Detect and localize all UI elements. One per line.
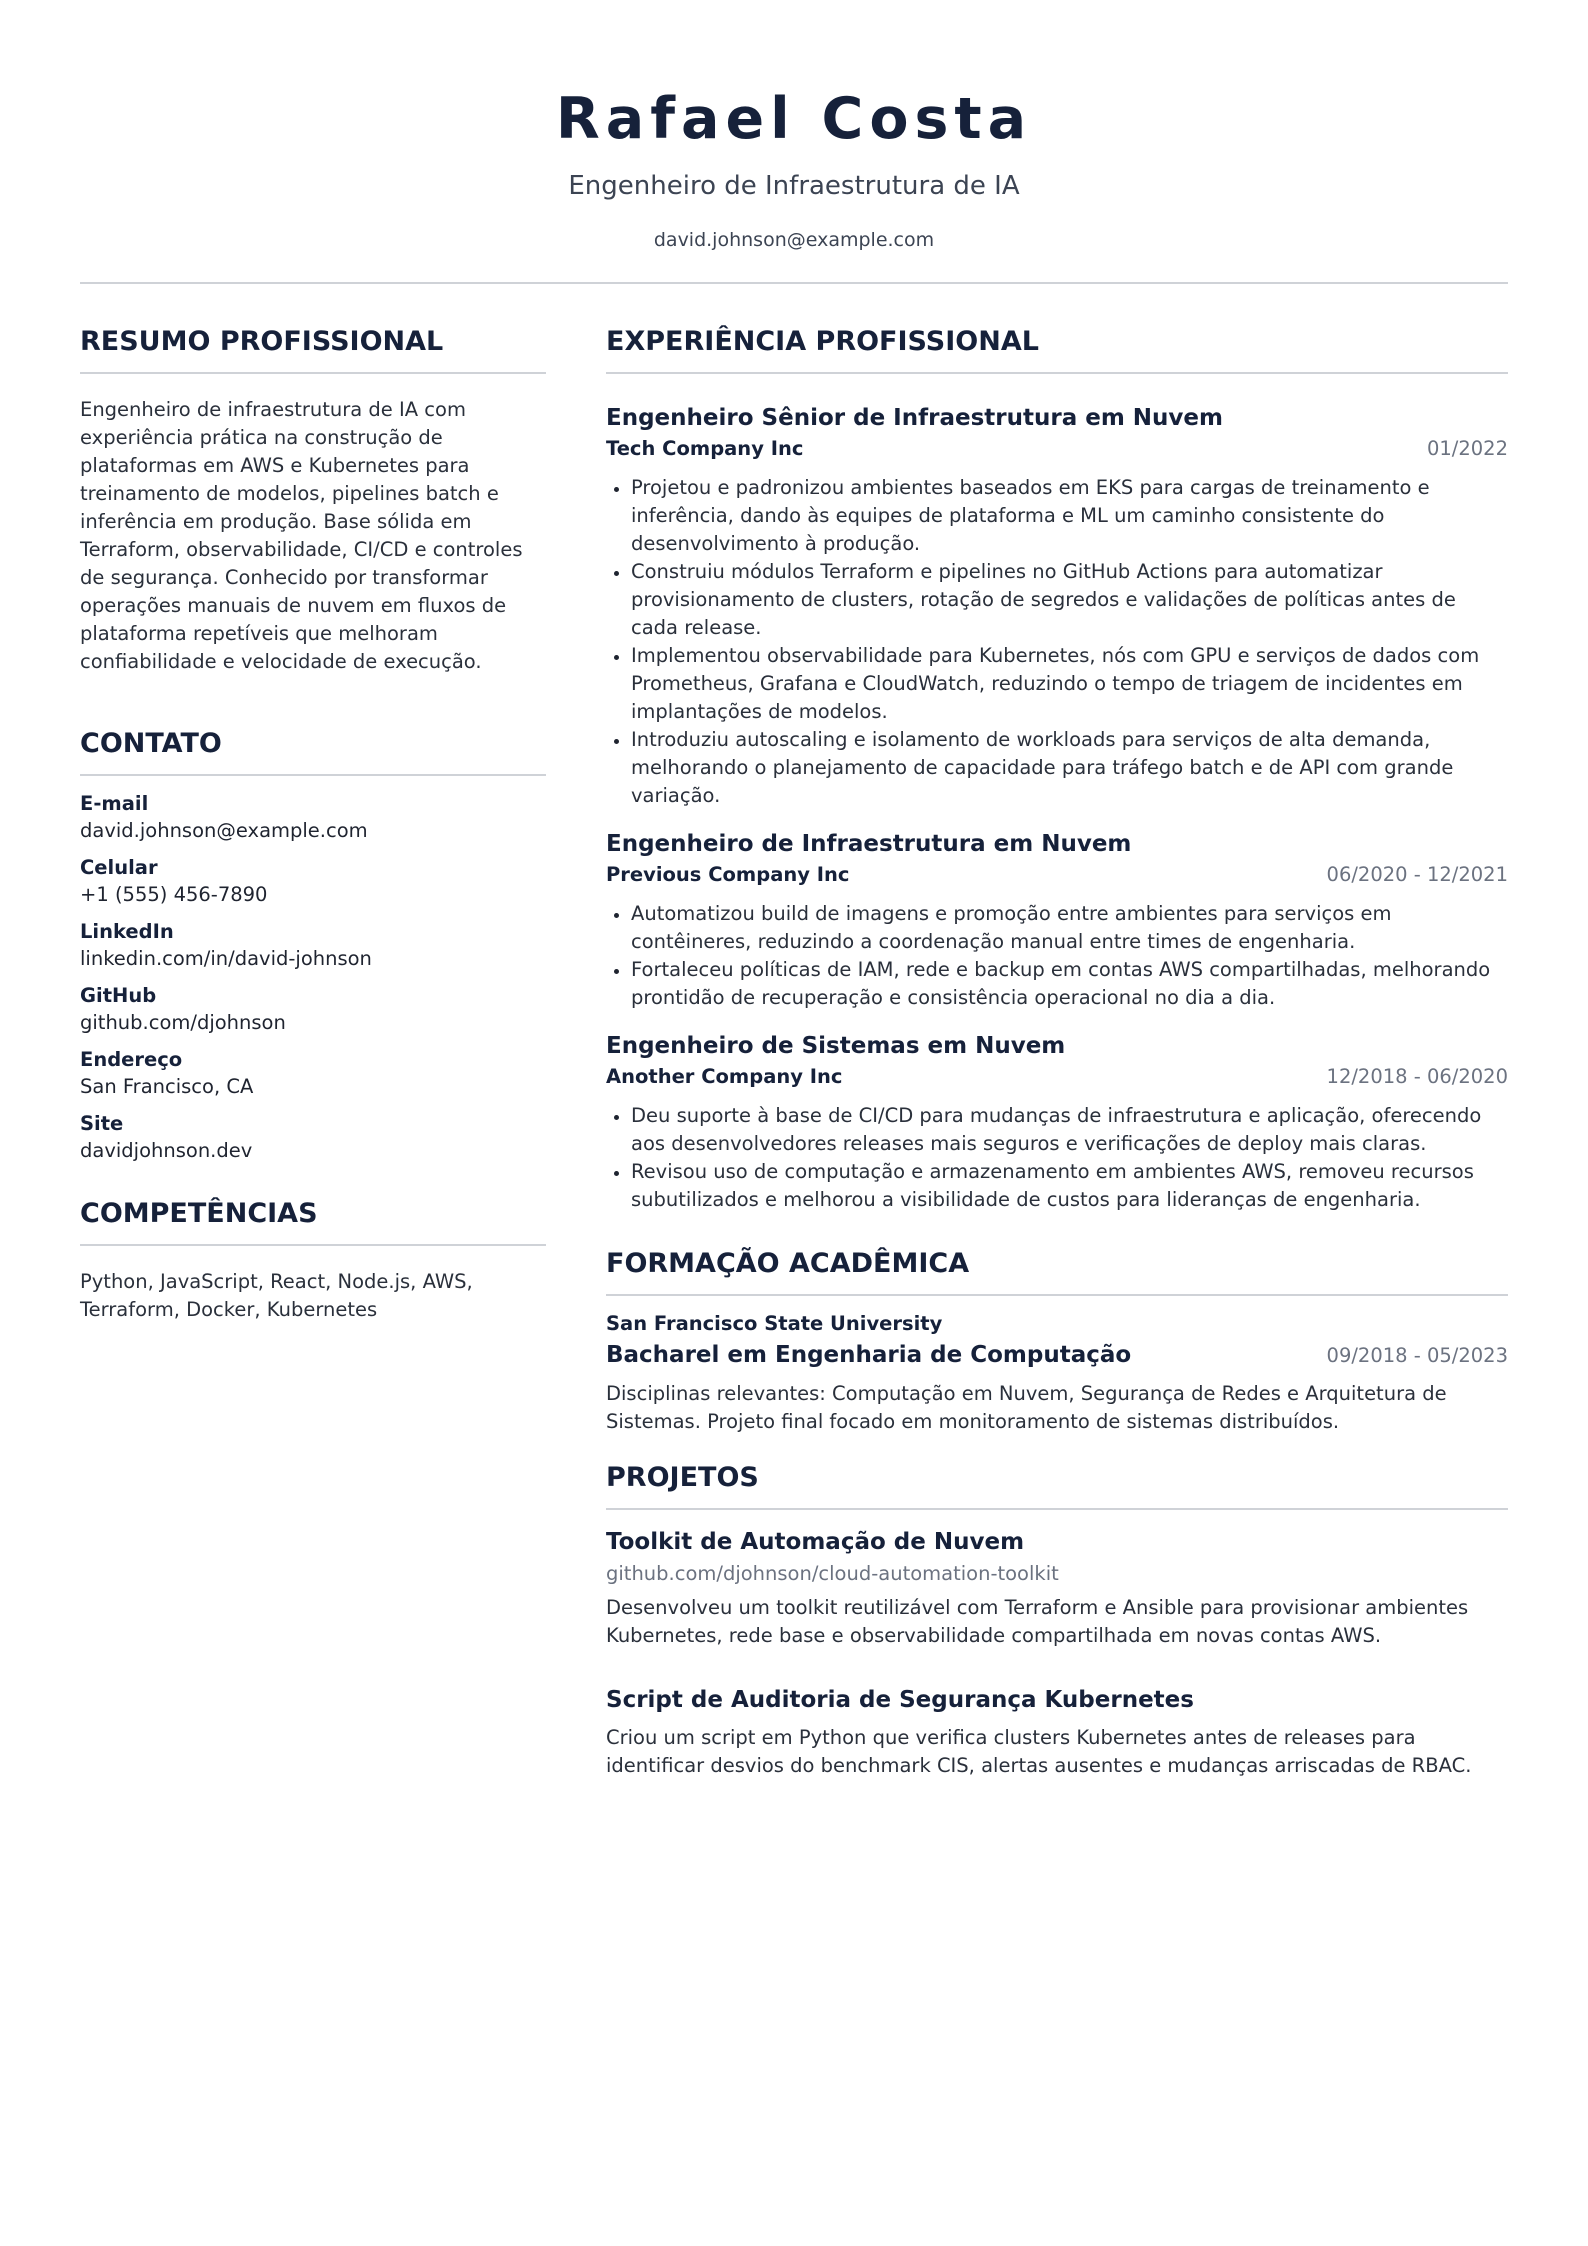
job-dates: 12/2018 - 06/2020 bbox=[1326, 1065, 1508, 1088]
right-column bbox=[606, 322, 1508, 1780]
contact-email-value[interactable]: david.johnson@example.com bbox=[80, 819, 368, 842]
candidate-name: Rafael Costa bbox=[555, 86, 1033, 152]
contact-label: Endereço bbox=[80, 1048, 183, 1071]
projects-heading: PROJETOS bbox=[606, 1458, 1508, 1510]
job-entry bbox=[606, 1030, 1508, 1214]
candidate-title: Engenheiro de Infraestrutura de IA bbox=[568, 171, 1020, 201]
left-column bbox=[80, 322, 546, 1324]
job-company: Another Company Inc bbox=[606, 1065, 843, 1088]
contact-item-address bbox=[80, 1046, 546, 1100]
experience-heading: EXPERIÊNCIA PROFISSIONAL bbox=[606, 322, 1508, 374]
job-bullet: Automatizou build de imagens e promoção entre ambientes para serviços em contêineres, reduzindo a coordenação manual entre times de engenharia. bbox=[606, 900, 1508, 956]
job-bullet: Introduziu autoscaling e isolamento de workloads para serviços de alta demanda, melhorando o planejamento de capacidade para tráfego batch e de API com grande variação. bbox=[606, 726, 1508, 810]
job-entry bbox=[606, 402, 1508, 810]
contact-label: GitHub bbox=[80, 984, 157, 1007]
project-entry bbox=[606, 1684, 1508, 1780]
job-title: Engenheiro de Sistemas em Nuvem bbox=[606, 1033, 1066, 1059]
summary-text: Engenheiro de infraestrutura de IA com experiência prática na construção de plataformas em AWS e Kubernetes para treinamento de modelos, pipelines batch e inferência em produção. Base sólida em Terraform, observabilidade, CI/CD e controles de segurança. Conhecido por transformar operações manuais de nuvem em fluxos de plataforma repetíveis que melhoram confiabilidade e velocidade de execução. bbox=[80, 398, 523, 673]
contact-label: E-mail bbox=[80, 792, 149, 815]
job-company: Tech Company Inc bbox=[606, 437, 804, 460]
education-dates: 09/2018 - 05/2023 bbox=[1326, 1344, 1508, 1367]
job-bullet: Construiu módulos Terraform e pipelines no GitHub Actions para automatizar provisionamento de clusters, rotação de segredos e validações de políticas antes de cada release. bbox=[606, 558, 1508, 642]
project-title: Toolkit de Automação de Nuvem bbox=[606, 1529, 1025, 1555]
contact-phone-value[interactable]: +1 (555) 456-7890 bbox=[80, 883, 268, 906]
skills-section bbox=[80, 1194, 546, 1324]
contact-item-email bbox=[80, 790, 546, 844]
skills-heading: COMPETÊNCIAS bbox=[80, 1194, 546, 1246]
contact-label: LinkedIn bbox=[80, 920, 174, 943]
contact-item-github bbox=[80, 982, 546, 1036]
contact-address-value: San Francisco, CA bbox=[80, 1075, 254, 1098]
experience-section bbox=[606, 322, 1508, 1214]
job-dates: 06/2020 - 12/2021 bbox=[1326, 863, 1508, 886]
contact-label: Site bbox=[80, 1112, 124, 1135]
projects-section bbox=[606, 1458, 1508, 1780]
job-bullets bbox=[606, 900, 1508, 1012]
job-bullet: Projetou e padronizou ambientes baseados em EKS para cargas de treinamento e inferência, dando às equipes de plataforma e ML um caminho consistente do desenvolvimento à produção. bbox=[606, 474, 1508, 558]
project-entry bbox=[606, 1526, 1508, 1650]
project-description: Desenvolveu um toolkit reutilizável com Terraform e Ansible para provisionar ambientes Kubernetes, rede base e observabilidade compartilhada em novas contas AWS. bbox=[606, 1596, 1469, 1647]
contact-github-value[interactable]: github.com/djohnson bbox=[80, 1011, 286, 1034]
project-link[interactable]: github.com/djohnson/cloud-automation-toolkit bbox=[606, 1562, 1059, 1585]
job-bullet: Implementou observabilidade para Kubernetes, nós com GPU e serviços de dados com Prometheus, Grafana e CloudWatch, reduzindo o tempo de triagem de incidentes em implantações de modelos. bbox=[606, 642, 1508, 726]
job-bullets bbox=[606, 474, 1508, 810]
education-degree: Bacharel em Engenharia de Computação bbox=[606, 1342, 1132, 1368]
contact-list bbox=[80, 790, 546, 1164]
job-entry bbox=[606, 828, 1508, 1012]
contact-linkedin-value[interactable]: linkedin.com/in/david-johnson bbox=[80, 947, 372, 970]
education-school: San Francisco State University bbox=[606, 1312, 943, 1335]
job-title: Engenheiro de Infraestrutura em Nuvem bbox=[606, 831, 1132, 857]
project-title: Script de Auditoria de Segurança Kubernetes bbox=[606, 1687, 1194, 1713]
contact-item-site bbox=[80, 1110, 546, 1164]
contact-label: Celular bbox=[80, 856, 158, 879]
job-bullet: Deu suporte à base de CI/CD para mudanças de infraestrutura e aplicação, oferecendo aos desenvolvedores releases mais seguros e verificações de deploy mais claras. bbox=[606, 1102, 1508, 1158]
job-dates: 01/2022 bbox=[1426, 437, 1508, 460]
job-title: Engenheiro Sênior de Infraestrutura em Nuvem bbox=[606, 405, 1223, 431]
job-company: Previous Company Inc bbox=[606, 863, 850, 886]
project-description: Criou um script em Python que verifica clusters Kubernetes antes de releases para identificar desvios do benchmark CIS, alertas ausentes e mudanças arriscadas de RBAC. bbox=[606, 1726, 1472, 1777]
education-heading: FORMAÇÃO ACADÊMICA bbox=[606, 1244, 1508, 1296]
summary-heading: RESUMO PROFISSIONAL bbox=[80, 322, 546, 374]
contact-item-phone bbox=[80, 854, 546, 908]
contact-heading: CONTATO bbox=[80, 724, 546, 776]
education-description: Disciplinas relevantes: Computação em Nuvem, Segurança de Redes e Arquitetura de Sistemas. Projeto final focado em monitoramento de sistemas distribuídos. bbox=[606, 1382, 1447, 1433]
contact-section bbox=[80, 724, 546, 1164]
summary-section bbox=[80, 322, 546, 676]
job-bullet: Fortaleceu políticas de IAM, rede e backup em contas AWS compartilhadas, melhorando prontidão de recuperação e consistência operacional no dia a dia. bbox=[606, 956, 1508, 1012]
header-divider bbox=[80, 282, 1508, 284]
contact-item-linkedin bbox=[80, 918, 546, 972]
header-email[interactable]: david.johnson@example.com bbox=[653, 229, 935, 251]
job-bullets bbox=[606, 1102, 1508, 1214]
job-bullet: Revisou uso de computação e armazenamento em ambientes AWS, removeu recursos subutilizados e melhorou a visibilidade de custos para lideranças de engenharia. bbox=[606, 1158, 1508, 1214]
skills-text: Python, JavaScript, React, Node.js, AWS, Terraform, Docker, Kubernetes bbox=[80, 1270, 473, 1321]
contact-site-value[interactable]: davidjohnson.dev bbox=[80, 1139, 253, 1162]
education-section bbox=[606, 1244, 1508, 1436]
